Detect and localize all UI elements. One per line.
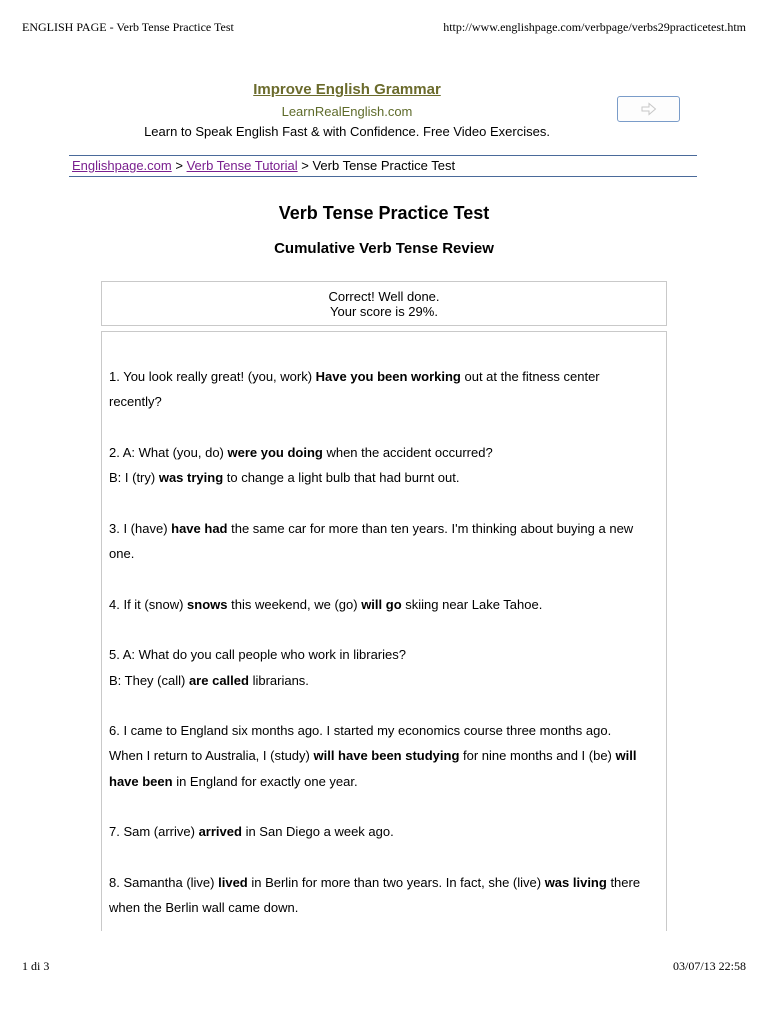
arrow-right-icon [641, 102, 657, 116]
print-page-number: 1 di 3 [22, 959, 50, 973]
question-line [109, 440, 661, 465]
question-item [109, 870, 661, 921]
print-page-title: ENGLISH PAGE - Verb Tense Practice Test [22, 20, 234, 34]
question-text: 6. I came to England six months ago. I started my economics course three months ago. [109, 723, 612, 739]
answer-text: have been [109, 773, 173, 789]
question-text: one. [109, 546, 135, 562]
question-text: B: They (call) [109, 672, 189, 688]
question-text: there [606, 875, 641, 890]
print-page-url: http://www.englishpage.com/verbpage/verbs29practicetest.htm [443, 20, 746, 34]
question-text: librarians. [248, 672, 309, 688]
question-item [109, 440, 661, 491]
question-text: 8. Samantha (live) [109, 875, 219, 890]
print-datetime: 03/07/13 22:58 [672, 959, 746, 973]
print-header [22, 20, 746, 35]
page-subtitle: Cumulative Verb Tense Review [274, 240, 494, 257]
breadcrumb-separator: > [297, 158, 313, 173]
question-text: When I return to Australia, I (study) [109, 748, 314, 764]
question-text: skiing near Lake Tahoe. [401, 596, 543, 612]
question-line [109, 870, 661, 895]
breadcrumb-separator: > [171, 158, 187, 173]
questions-box [101, 331, 667, 931]
page-title: Verb Tense Practice Test [278, 203, 490, 223]
question-text: 5. A: What do you call people who work in libraries? [109, 647, 406, 663]
question-line [109, 642, 661, 667]
result-message: Correct! Well done. [328, 289, 440, 304]
question-text: for nine months and I (be) [459, 748, 616, 764]
question-text: out at the fitness center [460, 369, 600, 384]
answer-text: will have been studying [313, 748, 460, 764]
answer-text: are called [188, 672, 249, 688]
question-text: 2. A: What (you, do) [109, 444, 228, 460]
question-text: in San Diego a week ago. [241, 824, 394, 840]
question-item [109, 718, 661, 794]
question-text: this weekend, we (go) [227, 596, 362, 612]
question-item [109, 592, 661, 617]
answer-text: will [615, 748, 637, 764]
question-text: B: I (try) [109, 470, 159, 486]
question-text: when the Berlin wall came down. [109, 900, 299, 916]
question-line [109, 895, 661, 920]
question-line [109, 743, 661, 768]
question-text: in England for exactly one year. [172, 773, 358, 789]
ad-block [0, 80, 768, 150]
question-line [109, 465, 661, 490]
question-text: the same car for more than ten years. I'm thinking about buying a new [227, 520, 634, 536]
answer-text: were you doing [227, 444, 323, 460]
breadcrumb-current: Verb Tense Practice Test [312, 158, 456, 173]
question-line [109, 668, 661, 693]
result-score: Your score is 29%. [330, 304, 438, 319]
breadcrumb [69, 155, 697, 177]
answer-text: lived [218, 875, 248, 890]
answer-text: snows [187, 596, 228, 612]
answer-text: was living [544, 875, 607, 890]
question-line [109, 718, 661, 743]
question-text: 4. If it (snow) [109, 596, 188, 612]
answer-text: was trying [158, 470, 224, 486]
question-text: in Berlin for more than two years. In fact, she (live) [247, 875, 545, 890]
print-footer [22, 959, 746, 974]
question-text: 1. You look really great! (you, work) [109, 369, 316, 384]
ad-go-button[interactable] [617, 96, 680, 122]
question-text: recently? [109, 394, 162, 410]
answer-text: have had [171, 520, 228, 536]
question-line [109, 364, 661, 389]
question-text: to change a light bulb that had burnt out. [223, 470, 460, 486]
question-line [109, 541, 661, 566]
answer-text: arrived [198, 824, 242, 840]
answer-text: Have you been working [315, 369, 461, 384]
question-text: 7. Sam (arrive) [109, 824, 199, 840]
question-item [109, 364, 661, 415]
question-line [109, 819, 661, 844]
question-item [109, 516, 661, 567]
question-line [109, 389, 661, 414]
question-line [109, 769, 661, 794]
result-box [101, 281, 667, 326]
question-line [109, 592, 661, 617]
ad-title-link[interactable]: Improve English Grammar [253, 81, 441, 98]
breadcrumb-section-link[interactable]: Verb Tense Tutorial [186, 158, 298, 173]
ad-description: Learn to Speak English Fast & with Confidence. Free Video Exercises. [144, 124, 550, 139]
question-item [109, 819, 661, 844]
answer-text: will go [361, 596, 402, 612]
question-item [109, 642, 661, 693]
question-line [109, 516, 661, 541]
ad-site-link[interactable]: LearnRealEnglish.com [281, 104, 413, 119]
question-text: 3. I (have) [109, 520, 172, 536]
question-text: when the accident occurred? [322, 444, 493, 460]
breadcrumb-home-link[interactable]: Englishpage.com [72, 158, 172, 173]
